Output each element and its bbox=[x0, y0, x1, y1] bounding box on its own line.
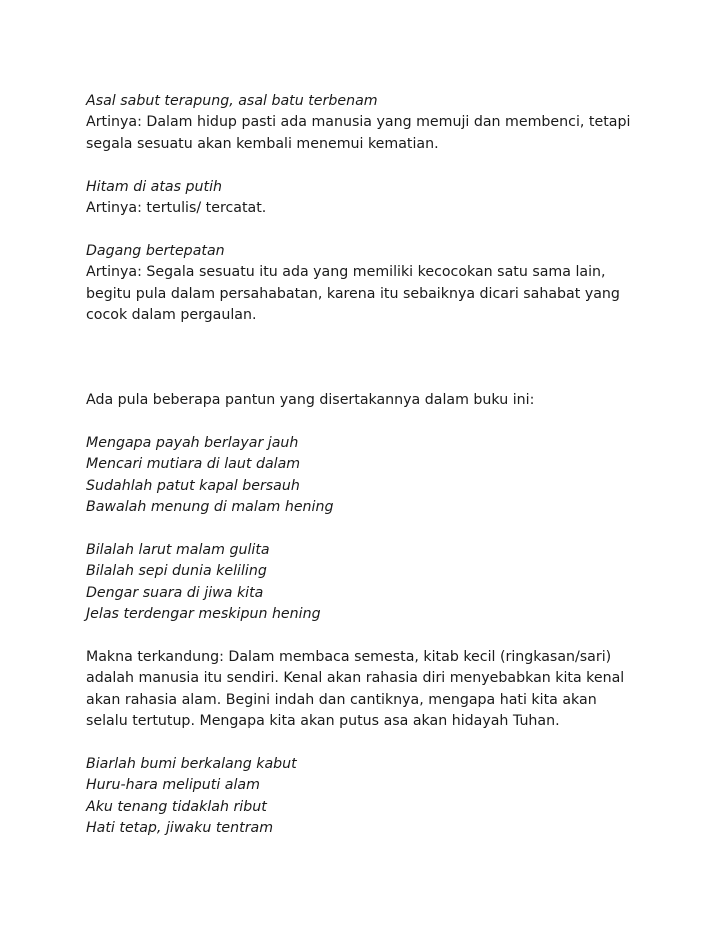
peribahasa-meaning-line: segala sesuatu akan kembali menemui kematian. bbox=[86, 135, 439, 152]
makna-paragraph bbox=[86, 647, 706, 733]
paragraph-spacer bbox=[86, 519, 706, 540]
peribahasa-entry bbox=[86, 241, 706, 327]
peribahasa-title: Hitam di atas putih bbox=[86, 178, 223, 195]
makna-line: adalah manusia itu sendiri. Kenal akan rahasia diri menyebabkan kita kenal bbox=[86, 670, 625, 687]
peribahasa-title: Dagang bertepatan bbox=[86, 242, 225, 259]
makna-line: akan rahasia alam. Begini indah dan cantiknya, mengapa hati kita akan bbox=[86, 691, 597, 708]
pantun-line: Bilalah larut malam gulita bbox=[86, 542, 270, 559]
pantun-line: Dengar suara di jiwa kita bbox=[86, 584, 264, 601]
pantun-line: Biarlah bumi berkalang kabut bbox=[86, 755, 297, 772]
peribahasa-meaning-line: Artinya: tertulis/ tercatat. bbox=[86, 199, 267, 216]
pantun-line: Bawalah menung di malam hening bbox=[86, 499, 334, 516]
peribahasa-entry bbox=[86, 177, 706, 220]
peribahasa-meaning-line: begitu pula dalam persahabatan, karena itu sebaiknya dicari sahabat yang bbox=[86, 285, 620, 302]
section-spacer bbox=[86, 326, 706, 390]
paragraph-spacer bbox=[86, 626, 706, 647]
pantun-line: Bilalah sepi dunia keliling bbox=[86, 563, 267, 580]
paragraph-spacer bbox=[86, 155, 706, 176]
pantun-intro: Ada pula beberapa pantun yang disertakannya dalam buku ini: bbox=[86, 392, 535, 409]
paragraph-spacer bbox=[86, 412, 706, 433]
pantun-line: Sudahlah patut kapal bersauh bbox=[86, 477, 300, 494]
pantun-stanza bbox=[86, 433, 706, 519]
peribahasa-meaning-line: Artinya: Dalam hidup pasti ada manusia yang memuji dan membenci, tetapi bbox=[86, 114, 631, 131]
pantun-stanza bbox=[86, 540, 706, 626]
paragraph-spacer bbox=[86, 733, 706, 754]
paragraph-spacer bbox=[86, 219, 706, 240]
pantun-line: Hati tetap, jiwaku tentram bbox=[86, 820, 274, 837]
document-page bbox=[86, 91, 706, 840]
pantun-stanza bbox=[86, 754, 706, 840]
pantun-line: Mencari mutiara di laut dalam bbox=[86, 456, 301, 473]
pantun-line: Jelas terdengar meskipun hening bbox=[86, 606, 321, 623]
makna-line: Makna terkandung: Dalam membaca semesta, kitab kecil (ringkasan/sari) bbox=[86, 648, 612, 665]
peribahasa-title: Asal sabut terapung, asal batu terbenam bbox=[86, 93, 378, 109]
peribahasa-meaning-line: Artinya: Segala sesuatu itu ada yang memiliki kecocokan satu sama lain, bbox=[86, 264, 606, 281]
pantun-line: Huru-hara meliputi alam bbox=[86, 777, 260, 794]
makna-line: selalu tertutup. Mengapa kita akan putus asa akan hidayah Tuhan. bbox=[86, 713, 560, 730]
peribahasa-entry bbox=[86, 91, 706, 155]
pantun-line: Aku tenang tidaklah ribut bbox=[86, 798, 267, 815]
peribahasa-meaning-line: cocok dalam pergaulan. bbox=[86, 306, 257, 323]
pantun-line: Mengapa payah berlayar jauh bbox=[86, 435, 299, 452]
